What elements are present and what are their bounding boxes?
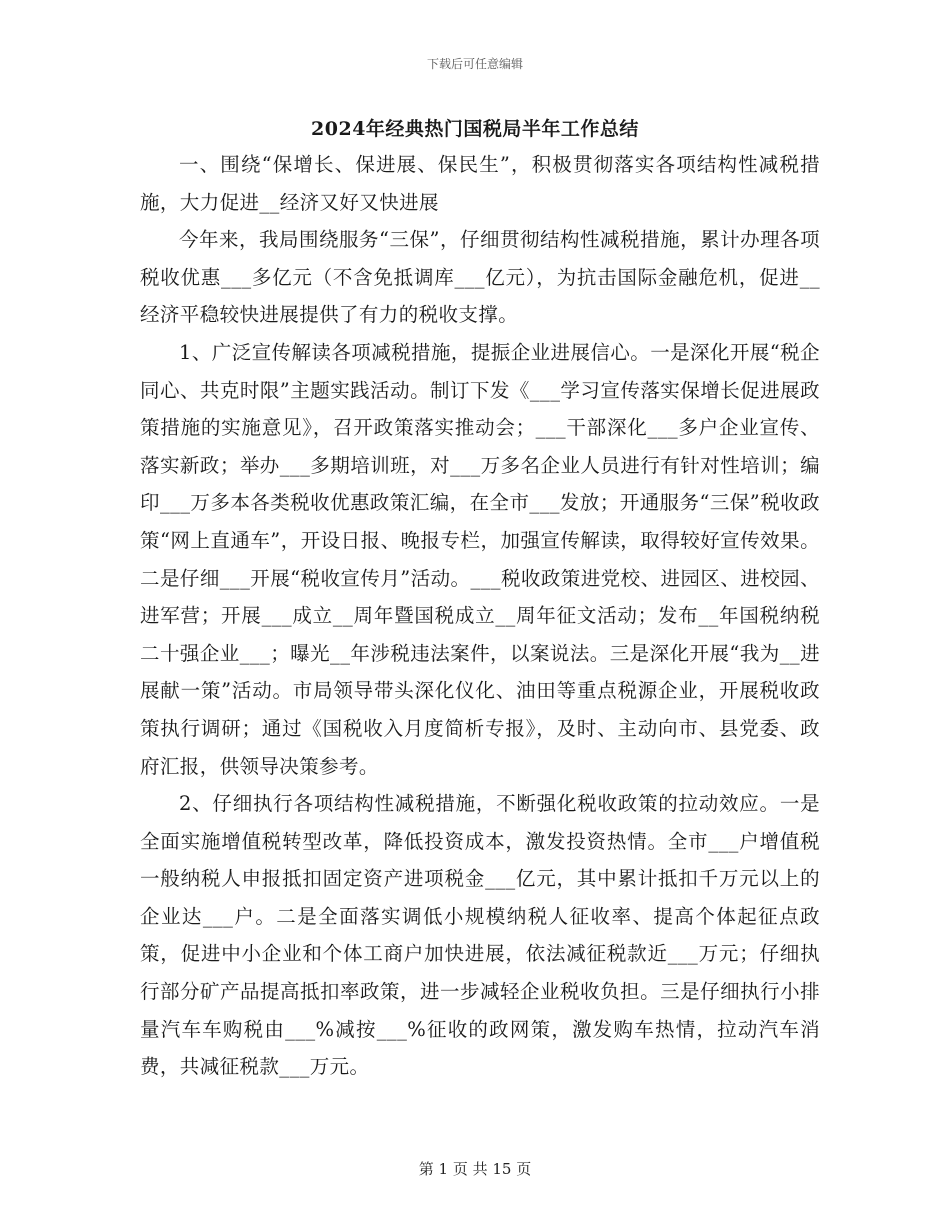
paragraph: 今年来，我局围绕服务“三保”，仔细贯彻结构性减税措施，累计办理各项税收优惠___多亿元（不含免抵调库___亿元），为抗击国际金融危机，促进__经济平稳较快进展提供了有力的税收支撑。	[140, 228, 820, 327]
header-note: 下载后可任意编辑	[426, 57, 523, 71]
document-body	[140, 146, 820, 1086]
page-footer: 第 1 页 共 15 页	[418, 1160, 532, 1178]
paragraph: 一、围绕“保增长、保进展、保民生”，积极贯彻落实各项结构性减税措施，大力促进__经济又好又快进展	[140, 153, 820, 214]
paragraph: 2、仔细执行各项结构性减税措施，不断强化税收政策的拉动效应。一是全面实施增值税转型改革，降低投资成本，激发投资热情。全市___户增值税一般纳税人申报抵扣固定资产进项税金___亿元，其中累计抵扣千万元以上的企业达___户。二是全面落实调低小规模纳税人征收率、提高个体起征点政策，促进中小企业和个体工商户加快进展，依法减征税款近___万元；仔细执行部分矿产品提高抵扣率政策，进一步减轻企业税收负担。三是仔细执行小排量汽车车购税由___%减按___%征收的政网策，激发购车热情，拉动汽车消费，共减征税款___万元。	[140, 792, 820, 1079]
document-title: 2024年经典热门国税局半年工作总结	[311, 118, 639, 140]
paragraph: 1、广泛宣传解读各项减税措施，提振企业进展信心。一是深化开展“税企同心、共克时限”主题实践活动。制订下发《___学习宣传落实保增长促进展政策措施的实施意见》，召开政策落实推动会；___干部深化___多户企业宣传、落实新政；举办___多期培训班，对___万多名企业人员进行有针对性培训；编印___万多本各类税收优惠政策汇编，在全市___发放；开通服务“三保”税收政策“网上直通车”，开设日报、晚报专栏，加强宣传解读，取得较好宣传效果。二是仔细___开展“税收宣传月”活动。___税收政策进党校、进园区、进校园、进军营；开展___成立__周年暨国税成立__周年征文活动；发布__年国税纳税二十强企业___；曝光__年涉税违法案件，以案说法。三是深化开展“我为__进展献一策”活动。市局领导带头深化仪化、油田等重点税源企业，开展税收政策执行调研；通过《国税收入月度简析专报》，及时、主动向市、县党委、政府汇报，供领导决策参考。	[140, 340, 820, 778]
